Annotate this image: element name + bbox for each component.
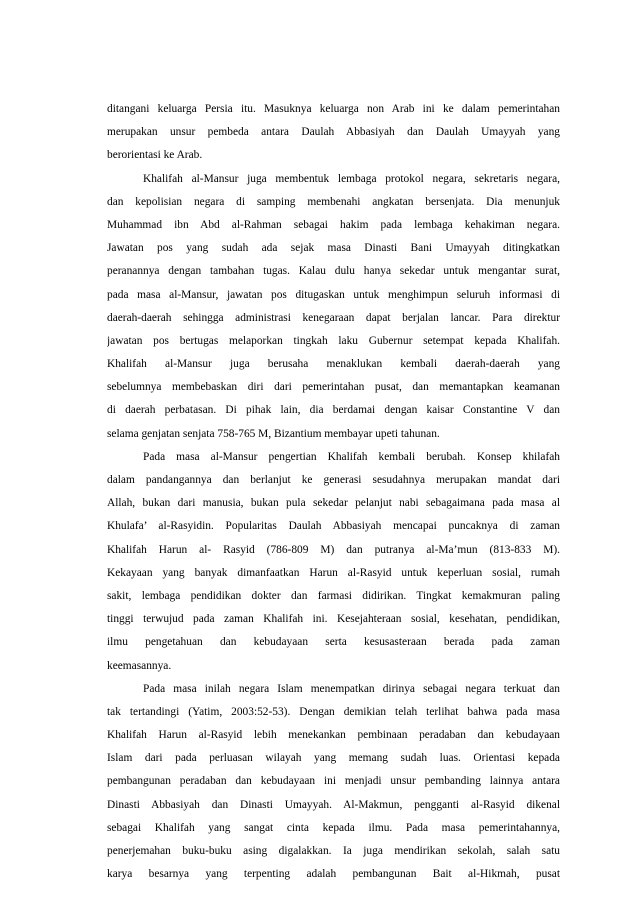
text-line: Pada masa al-Mansur pengertian Khalifah kembali berubah. Konsep khilafah bbox=[143, 450, 560, 463]
text-line: keemasannya. bbox=[107, 659, 172, 672]
text-line: Islam dari pada perluasan wilayah yang memang sudah luas. Orientasi kepada bbox=[107, 752, 560, 765]
text-line: peranannya dengan tambahan tugas. Kalau dulu hanya sekedar untuk mengantar surat, bbox=[107, 265, 560, 278]
text-line: tinggi terwujud pada zaman Khalifah ini. Kesejahteraan sosial, kesehatan, pendidikan, bbox=[107, 613, 560, 626]
text-line: Khalifah al-Mansur juga berusaha menaklukan kembali daerah-daerah yang bbox=[107, 358, 560, 371]
text-line: jawatan pos bertugas melaporkan tingkah laku Gubernur setempat kepada Khalifah. bbox=[107, 334, 560, 347]
text-line: di daerah perbatasan. Di pihak lain, dia berdamai dengan kaisar Constantine V dan bbox=[107, 404, 560, 417]
text-line: Muhammad ibn Abd al-Rahman sebagai hakim pada lembaga kehakiman negara. bbox=[107, 218, 560, 231]
text-line: Pada masa inilah negara Islam menempatkan dirinya sebagai negara terkuat dan bbox=[143, 682, 560, 695]
text-line: Kekayaan yang banyak dimanfaatkan Harun al-Rasyid untuk keperluan sosial, rumah bbox=[107, 566, 560, 579]
text-line: pembangunan peradaban dan kebudayaan ini menjadi unsur pembanding lainnya antara bbox=[107, 775, 560, 788]
text-line: ditangani keluarga Persia itu. Masuknya keluarga non Arab ini ke dalam pemerintahan bbox=[107, 103, 560, 115]
text-line: merupakan unsur pembeda antara Daulah Abbasiyah dan Daulah Umayyah yang bbox=[107, 126, 560, 139]
text-line: selama genjatan senjata 758-765 M, Bizantium membayar upeti tahunan. bbox=[107, 427, 440, 440]
text-line: Khalifah al-Mansur juga membentuk lembaga protokol negara, sekretaris negara, bbox=[143, 172, 560, 185]
text-line: tak tertandingi (Yatim, 2003:52-53). Dengan demikian telah terlihat bahwa pada masa bbox=[107, 705, 560, 718]
text-line: Dinasti Abbasiyah dan Dinasti Umayyah. Al-Makmun, pengganti al-Rasyid dikenal bbox=[107, 798, 560, 811]
text-line: karya besarnya yang terpenting adalah pembangunan Bait al-Hikmah, pusat bbox=[107, 868, 560, 881]
text-line: Khalifah Harun al- Rasyid (786-809 M) dan putranya al-Ma’mun (813-833 M). bbox=[107, 543, 560, 556]
paragraph bbox=[107, 98, 560, 168]
text-line: berorientasi ke Arab. bbox=[107, 149, 203, 162]
text-line: Khulafa’ al-Rasyidin. Popularitas Daulah Abbasiyah mencapai puncaknya di zaman bbox=[107, 520, 560, 533]
paragraph bbox=[107, 678, 560, 887]
document-body bbox=[107, 98, 560, 886]
text-line: ilmu pengetahuan dan kebudayaan serta kesusasteraan berada pada zaman bbox=[107, 636, 560, 649]
text-line: sebagai Khalifah yang sangat cinta kepada ilmu. Pada masa pemerintahannya, bbox=[107, 821, 560, 834]
text-line: Allah, bukan dari manusia, bukan pula sekedar pelanjut nabi sebagaimana pada masa al bbox=[107, 497, 560, 510]
text-line: pada masa al-Mansur, jawatan pos ditugaskan untuk menghimpun seluruh informasi di bbox=[107, 288, 560, 301]
paragraph bbox=[107, 168, 560, 446]
text-line: sakit, lembaga pendidikan dokter dan farmasi didirikan. Tingkat kemakmuran paling bbox=[107, 589, 560, 602]
paragraph bbox=[107, 446, 560, 678]
text-line: dalam pandangannya dan berlanjut ke generasi sesudahnya merupakan mandat dari bbox=[107, 474, 560, 486]
text-line: Jawatan pos yang sudah ada sejak masa Dinasti Bani Umayyah ditingkatkan bbox=[107, 242, 560, 255]
text-line: sebelumnya membebaskan diri dari pemerintahan pusat, dan memantapkan keamanan bbox=[107, 381, 560, 394]
text-line: Khalifah Harun al-Rasyid lebih menekankan pembinaan peradaban dan kebudayaan bbox=[107, 729, 560, 742]
text-line: dan kepolisian negara di samping membenahi angkatan bersenjata. Dia menunjuk bbox=[107, 195, 560, 208]
text-line: daerah-daerah sehingga administrasi kenegaraan dapat berjalan lancar. Para direktur bbox=[107, 311, 560, 324]
text-line: penerjemahan buku-buku asing digalakkan. Ia juga mendirikan sekolah, salah satu bbox=[107, 845, 560, 857]
